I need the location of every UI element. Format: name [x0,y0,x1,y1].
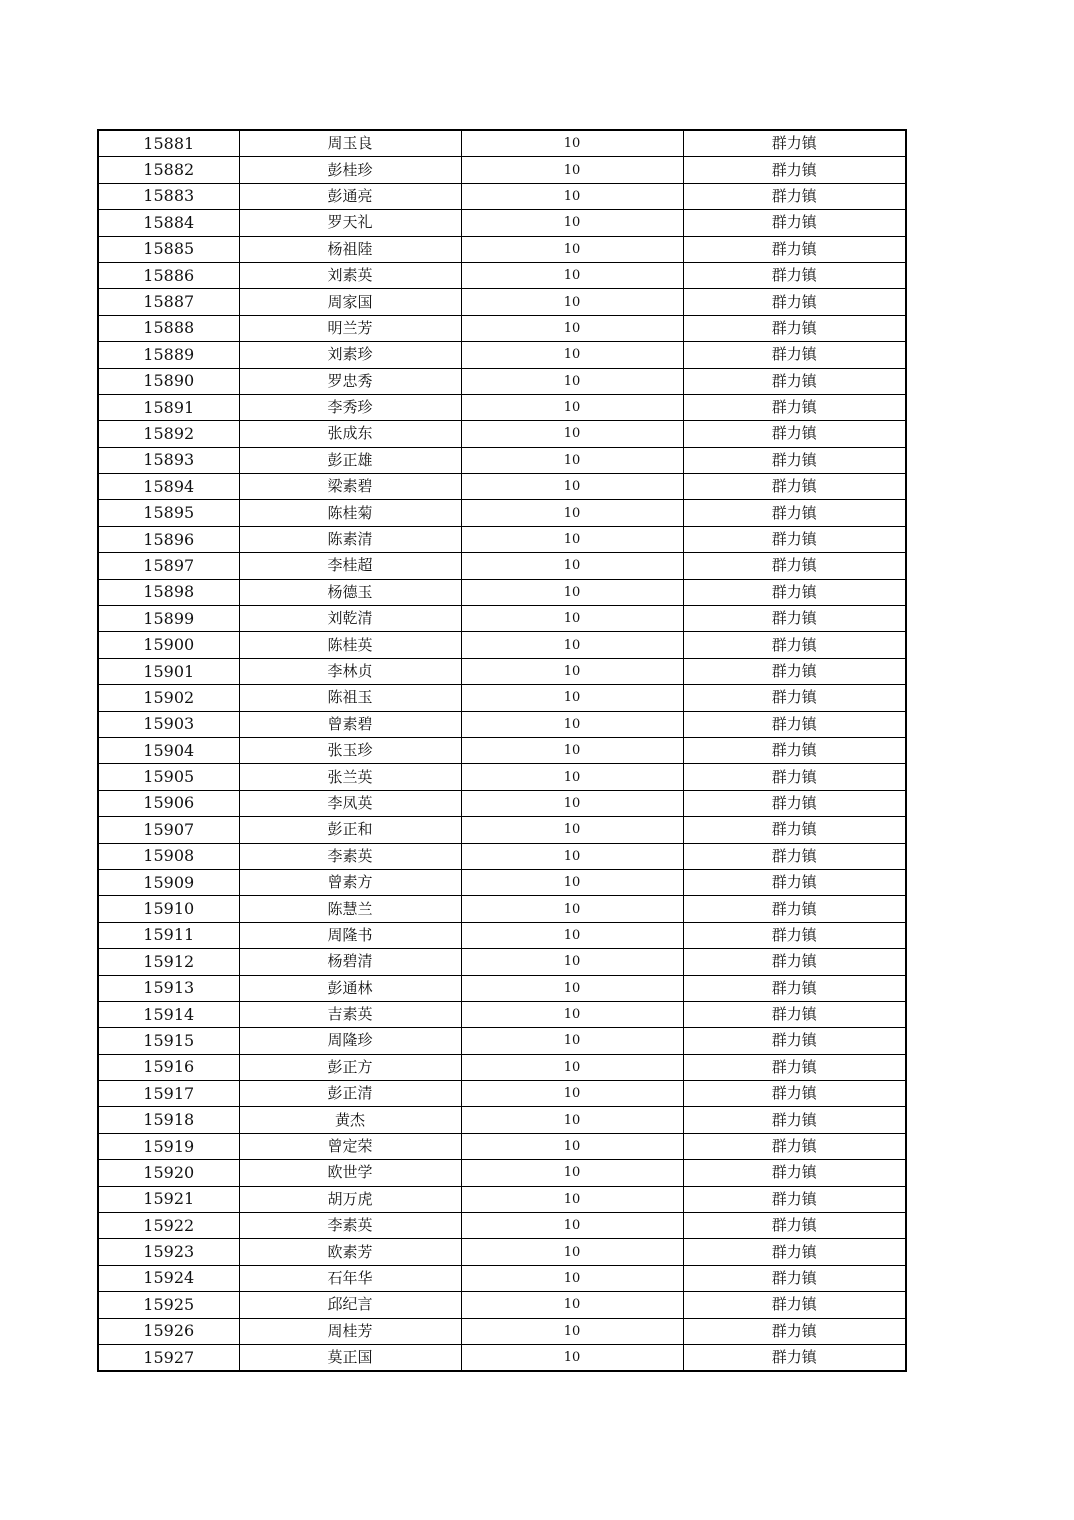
cell-town: 群力镇 [683,737,906,763]
cell-amount: 10 [461,843,683,869]
table-row [98,368,906,394]
table-row [98,1344,906,1371]
table-row [98,922,906,948]
table-row [98,262,906,288]
cell-serial-number: 15901 [98,658,239,684]
table-row [98,711,906,737]
cell-town: 群力镇 [683,1186,906,1212]
table-row [98,130,906,157]
cell-serial-number: 15903 [98,711,239,737]
cell-town: 群力镇 [683,1001,906,1027]
table-row [98,1265,906,1291]
cell-name: 彭正和 [239,817,461,843]
cell-serial-number: 15894 [98,474,239,500]
cell-serial-number: 15900 [98,632,239,658]
cell-serial-number: 15905 [98,764,239,790]
cell-amount: 10 [461,790,683,816]
table-row [98,526,906,552]
table-row [98,1292,906,1318]
cell-town: 群力镇 [683,289,906,315]
cell-name: 邱纪言 [239,1292,461,1318]
cell-town: 群力镇 [683,949,906,975]
cell-serial-number: 15882 [98,157,239,183]
cell-name: 刘乾清 [239,606,461,632]
cell-name: 明兰芳 [239,315,461,341]
table-row [98,1081,906,1107]
cell-amount: 10 [461,394,683,420]
cell-name: 李素英 [239,1213,461,1239]
cell-name: 周玉良 [239,130,461,157]
cell-serial-number: 15895 [98,500,239,526]
cell-serial-number: 15907 [98,817,239,843]
cell-name: 莫正国 [239,1344,461,1371]
cell-amount: 10 [461,1133,683,1159]
table-row [98,632,906,658]
cell-town: 群力镇 [683,790,906,816]
cell-serial-number: 15914 [98,1001,239,1027]
table-row [98,1001,906,1027]
cell-name: 李秀珍 [239,394,461,420]
cell-town: 群力镇 [683,1318,906,1344]
cell-amount: 10 [461,500,683,526]
table-row [98,210,906,236]
cell-serial-number: 15916 [98,1054,239,1080]
cell-name: 李凤英 [239,790,461,816]
cell-serial-number: 15896 [98,526,239,552]
table-row [98,1133,906,1159]
table-row [98,685,906,711]
cell-town: 群力镇 [683,685,906,711]
cell-amount: 10 [461,130,683,157]
cell-name: 吉素英 [239,1001,461,1027]
cell-serial-number: 15921 [98,1186,239,1212]
table-row [98,790,906,816]
cell-town: 群力镇 [683,1028,906,1054]
cell-amount: 10 [461,922,683,948]
cell-town: 群力镇 [683,711,906,737]
cell-name: 张玉珍 [239,737,461,763]
table-row [98,949,906,975]
cell-town: 群力镇 [683,922,906,948]
cell-name: 曾素碧 [239,711,461,737]
cell-amount: 10 [461,711,683,737]
cell-amount: 10 [461,342,683,368]
cell-name: 陈桂英 [239,632,461,658]
cell-name: 罗天礼 [239,210,461,236]
cell-name: 刘素英 [239,262,461,288]
cell-serial-number: 15913 [98,975,239,1001]
cell-serial-number: 15909 [98,869,239,895]
table-row [98,579,906,605]
cell-name: 彭正清 [239,1081,461,1107]
cell-town: 群力镇 [683,1133,906,1159]
cell-serial-number: 15890 [98,368,239,394]
cell-name: 李素英 [239,843,461,869]
cell-town: 群力镇 [683,658,906,684]
table-row [98,975,906,1001]
table-row [98,1318,906,1344]
table-row [98,1107,906,1133]
cell-serial-number: 15915 [98,1028,239,1054]
cell-town: 群力镇 [683,579,906,605]
cell-serial-number: 15899 [98,606,239,632]
cell-amount: 10 [461,236,683,262]
cell-amount: 10 [461,606,683,632]
cell-serial-number: 15926 [98,1318,239,1344]
cell-town: 群力镇 [683,394,906,420]
cell-serial-number: 15898 [98,579,239,605]
cell-name: 周家国 [239,289,461,315]
cell-amount: 10 [461,447,683,473]
cell-name: 梁素碧 [239,474,461,500]
cell-name: 周桂芳 [239,1318,461,1344]
table-row [98,157,906,183]
cell-serial-number: 15925 [98,1292,239,1318]
cell-amount: 10 [461,289,683,315]
cell-serial-number: 15924 [98,1265,239,1291]
cell-name: 杨碧清 [239,949,461,975]
table-row [98,896,906,922]
cell-serial-number: 15897 [98,553,239,579]
cell-town: 群力镇 [683,183,906,209]
cell-town: 群力镇 [683,553,906,579]
cell-amount: 10 [461,632,683,658]
cell-name: 杨德玉 [239,579,461,605]
cell-serial-number: 15922 [98,1213,239,1239]
cell-amount: 10 [461,737,683,763]
cell-name: 杨祖陸 [239,236,461,262]
table-row [98,1213,906,1239]
cell-name: 周隆书 [239,922,461,948]
cell-amount: 10 [461,949,683,975]
cell-serial-number: 15889 [98,342,239,368]
cell-serial-number: 15906 [98,790,239,816]
cell-serial-number: 15910 [98,896,239,922]
cell-town: 群力镇 [683,210,906,236]
cell-town: 群力镇 [683,1160,906,1186]
cell-amount: 10 [461,157,683,183]
cell-name: 陈素清 [239,526,461,552]
cell-name: 陈慧兰 [239,896,461,922]
cell-amount: 10 [461,368,683,394]
cell-amount: 10 [461,315,683,341]
cell-town: 群力镇 [683,606,906,632]
cell-name: 胡万虎 [239,1186,461,1212]
cell-serial-number: 15927 [98,1344,239,1371]
cell-town: 群力镇 [683,632,906,658]
table-row [98,658,906,684]
cell-amount: 10 [461,685,683,711]
cell-serial-number: 15881 [98,130,239,157]
cell-amount: 10 [461,1001,683,1027]
table-row [98,764,906,790]
cell-amount: 10 [461,1054,683,1080]
table-row [98,1186,906,1212]
table-row [98,1160,906,1186]
cell-name: 周隆珍 [239,1028,461,1054]
cell-amount: 10 [461,526,683,552]
cell-name: 李林贞 [239,658,461,684]
table-row [98,817,906,843]
cell-town: 群力镇 [683,1081,906,1107]
cell-town: 群力镇 [683,1107,906,1133]
cell-serial-number: 15917 [98,1081,239,1107]
cell-amount: 10 [461,262,683,288]
table-row [98,315,906,341]
table-row [98,553,906,579]
cell-town: 群力镇 [683,1054,906,1080]
cell-name: 黄杰 [239,1107,461,1133]
cell-name: 彭通林 [239,975,461,1001]
cell-serial-number: 15911 [98,922,239,948]
cell-serial-number: 15883 [98,183,239,209]
table-row [98,183,906,209]
cell-name: 陈桂菊 [239,500,461,526]
cell-name: 陈祖玉 [239,685,461,711]
table-row [98,474,906,500]
cell-serial-number: 15919 [98,1133,239,1159]
cell-town: 群力镇 [683,130,906,157]
table-row [98,394,906,420]
cell-town: 群力镇 [683,262,906,288]
cell-name: 彭通亮 [239,183,461,209]
table-row [98,342,906,368]
table-row [98,606,906,632]
cell-serial-number: 15888 [98,315,239,341]
cell-name: 张成东 [239,421,461,447]
cell-amount: 10 [461,1239,683,1265]
cell-name: 欧素芳 [239,1239,461,1265]
cell-amount: 10 [461,553,683,579]
cell-amount: 10 [461,1292,683,1318]
cell-town: 群力镇 [683,1265,906,1291]
cell-name: 罗忠秀 [239,368,461,394]
cell-town: 群力镇 [683,447,906,473]
cell-amount: 10 [461,869,683,895]
cell-serial-number: 15884 [98,210,239,236]
cell-serial-number: 15918 [98,1107,239,1133]
cell-name: 彭正雄 [239,447,461,473]
cell-amount: 10 [461,1160,683,1186]
cell-serial-number: 15912 [98,949,239,975]
cell-amount: 10 [461,474,683,500]
cell-name: 刘素珍 [239,342,461,368]
table-row [98,236,906,262]
table-row [98,1239,906,1265]
cell-serial-number: 15885 [98,236,239,262]
cell-name: 曾素方 [239,869,461,895]
cell-town: 群力镇 [683,1213,906,1239]
cell-serial-number: 15904 [98,737,239,763]
cell-amount: 10 [461,1265,683,1291]
cell-serial-number: 15920 [98,1160,239,1186]
cell-amount: 10 [461,975,683,1001]
table-row [98,869,906,895]
table-row [98,447,906,473]
cell-town: 群力镇 [683,817,906,843]
table-row [98,843,906,869]
table-row [98,421,906,447]
cell-town: 群力镇 [683,500,906,526]
cell-town: 群力镇 [683,896,906,922]
cell-serial-number: 15893 [98,447,239,473]
cell-amount: 10 [461,1028,683,1054]
cell-town: 群力镇 [683,1292,906,1318]
table-row [98,289,906,315]
cell-amount: 10 [461,183,683,209]
table-row [98,1028,906,1054]
cell-town: 群力镇 [683,236,906,262]
cell-amount: 10 [461,896,683,922]
cell-amount: 10 [461,1318,683,1344]
cell-name: 曾定荣 [239,1133,461,1159]
cell-amount: 10 [461,210,683,236]
cell-amount: 10 [461,764,683,790]
cell-serial-number: 15908 [98,843,239,869]
cell-serial-number: 15902 [98,685,239,711]
cell-amount: 10 [461,1186,683,1212]
cell-town: 群力镇 [683,368,906,394]
cell-serial-number: 15891 [98,394,239,420]
cell-amount: 10 [461,1081,683,1107]
table-row [98,1054,906,1080]
cell-serial-number: 15887 [98,289,239,315]
roster-table-body [98,130,906,1371]
cell-serial-number: 15892 [98,421,239,447]
cell-town: 群力镇 [683,1344,906,1371]
cell-town: 群力镇 [683,342,906,368]
cell-amount: 10 [461,1213,683,1239]
cell-amount: 10 [461,421,683,447]
table-row [98,737,906,763]
roster-table [97,129,907,1372]
cell-town: 群力镇 [683,843,906,869]
cell-name: 李桂超 [239,553,461,579]
cell-amount: 10 [461,579,683,605]
cell-town: 群力镇 [683,764,906,790]
cell-town: 群力镇 [683,869,906,895]
cell-amount: 10 [461,817,683,843]
cell-amount: 10 [461,1107,683,1133]
cell-serial-number: 15923 [98,1239,239,1265]
cell-town: 群力镇 [683,526,906,552]
cell-name: 石年华 [239,1265,461,1291]
cell-town: 群力镇 [683,975,906,1001]
cell-town: 群力镇 [683,421,906,447]
table-row [98,500,906,526]
cell-name: 彭桂珍 [239,157,461,183]
cell-town: 群力镇 [683,157,906,183]
cell-town: 群力镇 [683,315,906,341]
cell-serial-number: 15886 [98,262,239,288]
cell-name: 欧世学 [239,1160,461,1186]
cell-name: 张兰英 [239,764,461,790]
cell-town: 群力镇 [683,474,906,500]
cell-name: 彭正方 [239,1054,461,1080]
cell-town: 群力镇 [683,1239,906,1265]
cell-amount: 10 [461,1344,683,1371]
cell-amount: 10 [461,658,683,684]
